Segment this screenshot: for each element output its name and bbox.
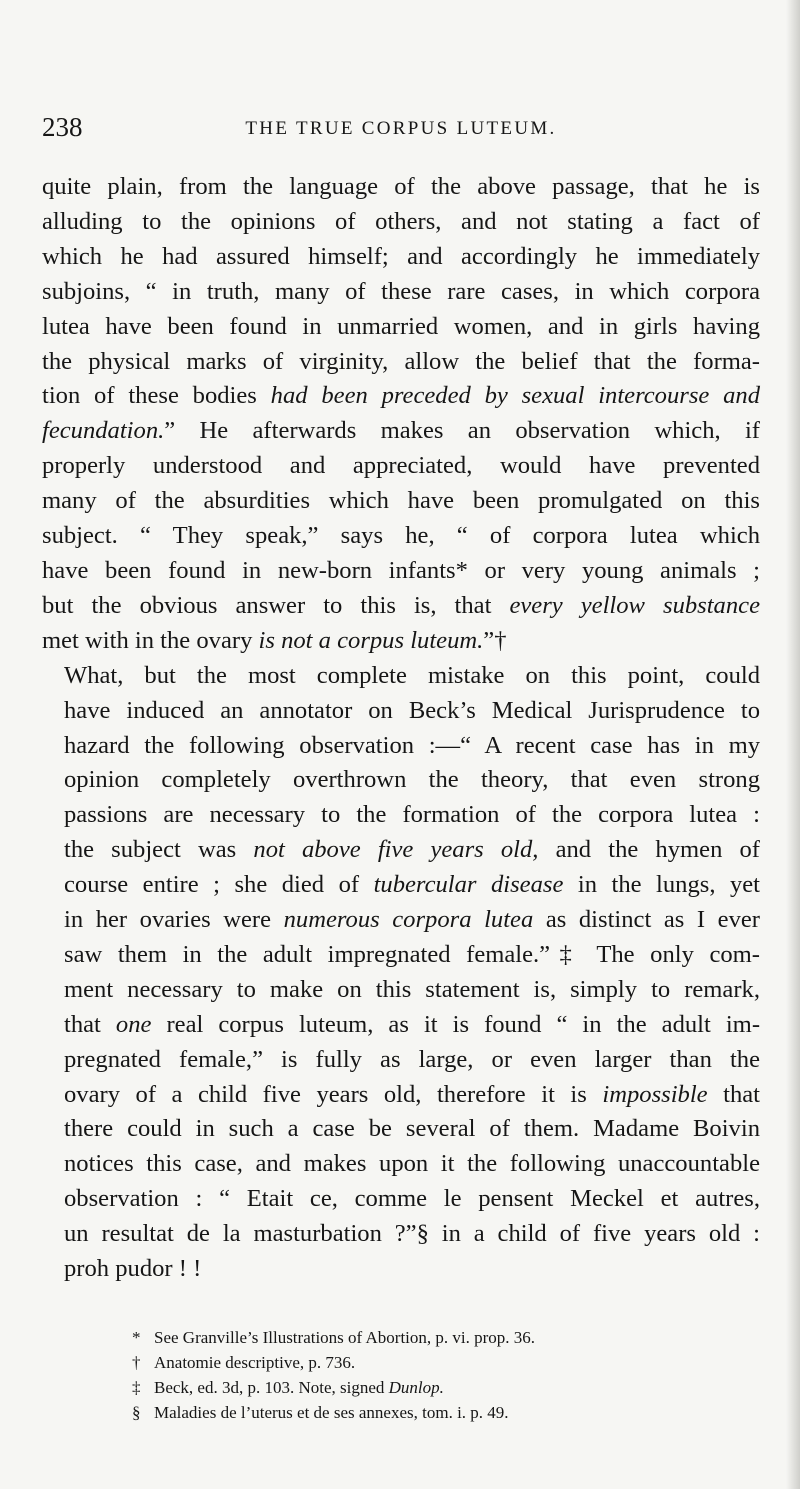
text-line: fecundation.” He afterwards makes an observation which, if <box>42 417 760 445</box>
text-line: hazard the following observation :—“ A recent case has in my <box>64 731 760 759</box>
text-line: have induced an annotator on Beck’s Medical Jurisprudence to <box>64 696 760 724</box>
paragraph-1 <box>42 170 760 659</box>
text-line: proh pudor ! ! <box>64 1255 202 1283</box>
text-line: but the obvious answer to this is, that every yellow substance <box>42 591 760 619</box>
text-line: notices this case, and makes upon it the following unaccountable <box>64 1150 760 1178</box>
text-line: that one real corpus luteum, as it is found “ in the adult im- <box>64 1010 761 1038</box>
text-line: pregnated female,” is fully as large, or even larger than the <box>64 1045 760 1073</box>
page-header <box>42 112 760 146</box>
italic-text: impossible <box>602 1080 708 1108</box>
footnote <box>132 1350 752 1375</box>
footnotes <box>132 1325 752 1425</box>
text-line: met with in the ovary is not a corpus luteum.”† <box>42 626 507 654</box>
footnote-text: Beck, ed. 3d, p. 103. Note, signed <box>154 1378 389 1397</box>
italic-text: tubercular disease <box>373 871 564 899</box>
text-line: observation : “ Etait ce, comme le pensent Meckel et autres, <box>64 1185 760 1213</box>
italic-text: Dunlop. <box>388 1378 444 1397</box>
text-line: lutea have been found in unmarried women, and in girls having <box>42 312 760 340</box>
italic-text: every yellow substance <box>509 591 760 619</box>
italic-text: is not a corpus luteum. <box>258 626 484 654</box>
text-line: What, but the most complete mistake on this point, could <box>64 661 760 689</box>
text-line: which he had assured himself; and accordingly he immediately <box>42 242 760 270</box>
italic-text: fecundation. <box>42 417 165 445</box>
text-line: have been found in new-born infants* or very young animals ; <box>42 556 760 584</box>
text-line: passions are necessary to the formation of the corpora lutea : <box>64 801 760 829</box>
text-line: there could in such a case be several of them. Madame Boivin <box>64 1115 760 1143</box>
text-line: subject. “ They speak,” says he, “ of corpora lutea which <box>42 522 760 550</box>
text-line: properly understood and appreciated, would have prevented <box>42 452 760 480</box>
italic-text: one <box>115 1010 152 1038</box>
page-spine-shadow <box>786 0 800 1489</box>
italic-text: numerous corpora lutea <box>283 906 534 934</box>
paragraph-2 <box>42 659 760 1287</box>
text-line: subjoins, “ in truth, many of these rare cases, in which corpora <box>42 277 760 305</box>
text-line: course entire ; she died of tubercular disease in the lungs, yet <box>64 871 760 899</box>
body-text <box>42 170 760 1287</box>
text-line: saw them in the adult impregnated female.”‡ The only com- <box>64 940 760 968</box>
text-line: un resultat de la masturbation ?”§ in a child of five years old : <box>64 1220 760 1248</box>
text-line: many of the absurdities which have been promulgated on this <box>42 487 760 515</box>
text-line: the physical marks of virginity, allow the belief that the forma- <box>42 347 760 375</box>
footnote <box>132 1325 752 1350</box>
footnote <box>132 1400 752 1425</box>
text-line: ment necessary to make on this statement is, simply to remark, <box>64 975 760 1003</box>
footnote-text: See Granville’s Illustrations of Abortion, p. vi. prop. 36. <box>154 1328 536 1347</box>
text-line: opinion completely overthrown the theory, that even strong <box>64 766 760 794</box>
footnote-text: Maladies de l’uterus et de ses annexes, tom. i. p. 49. <box>154 1403 509 1422</box>
running-title: THE TRUE CORPUS LUTEUM. <box>245 118 557 139</box>
text-line: tion of these bodies had been preceded by sexual intercourse and <box>42 382 760 410</box>
text-line: the subject was not above five years old, and the hymen of <box>64 836 760 864</box>
footnote-mark: * <box>132 1328 141 1347</box>
italic-text: had been preceded by sexual intercourse and <box>270 382 760 410</box>
italic-text: not above five years old, <box>253 836 539 864</box>
text-line: quite plain, from the language of the above passage, that he is <box>42 173 760 200</box>
footnote-mark: ‡ <box>132 1378 141 1397</box>
text-line: in her ovaries were numerous corpora lutea as distinct as I ever <box>64 906 760 934</box>
footnote-mark: § <box>132 1403 141 1422</box>
text-line: alluding to the opinions of others, and not stating a fact of <box>42 207 760 235</box>
footnote-text: Anatomie descriptive, p. 736. <box>154 1353 356 1372</box>
footnote <box>132 1375 752 1400</box>
text-line: ovary of a child five years old, therefore it is impossible that <box>64 1080 761 1108</box>
page-number: 238 <box>42 112 83 142</box>
footnote-mark: † <box>132 1353 141 1372</box>
